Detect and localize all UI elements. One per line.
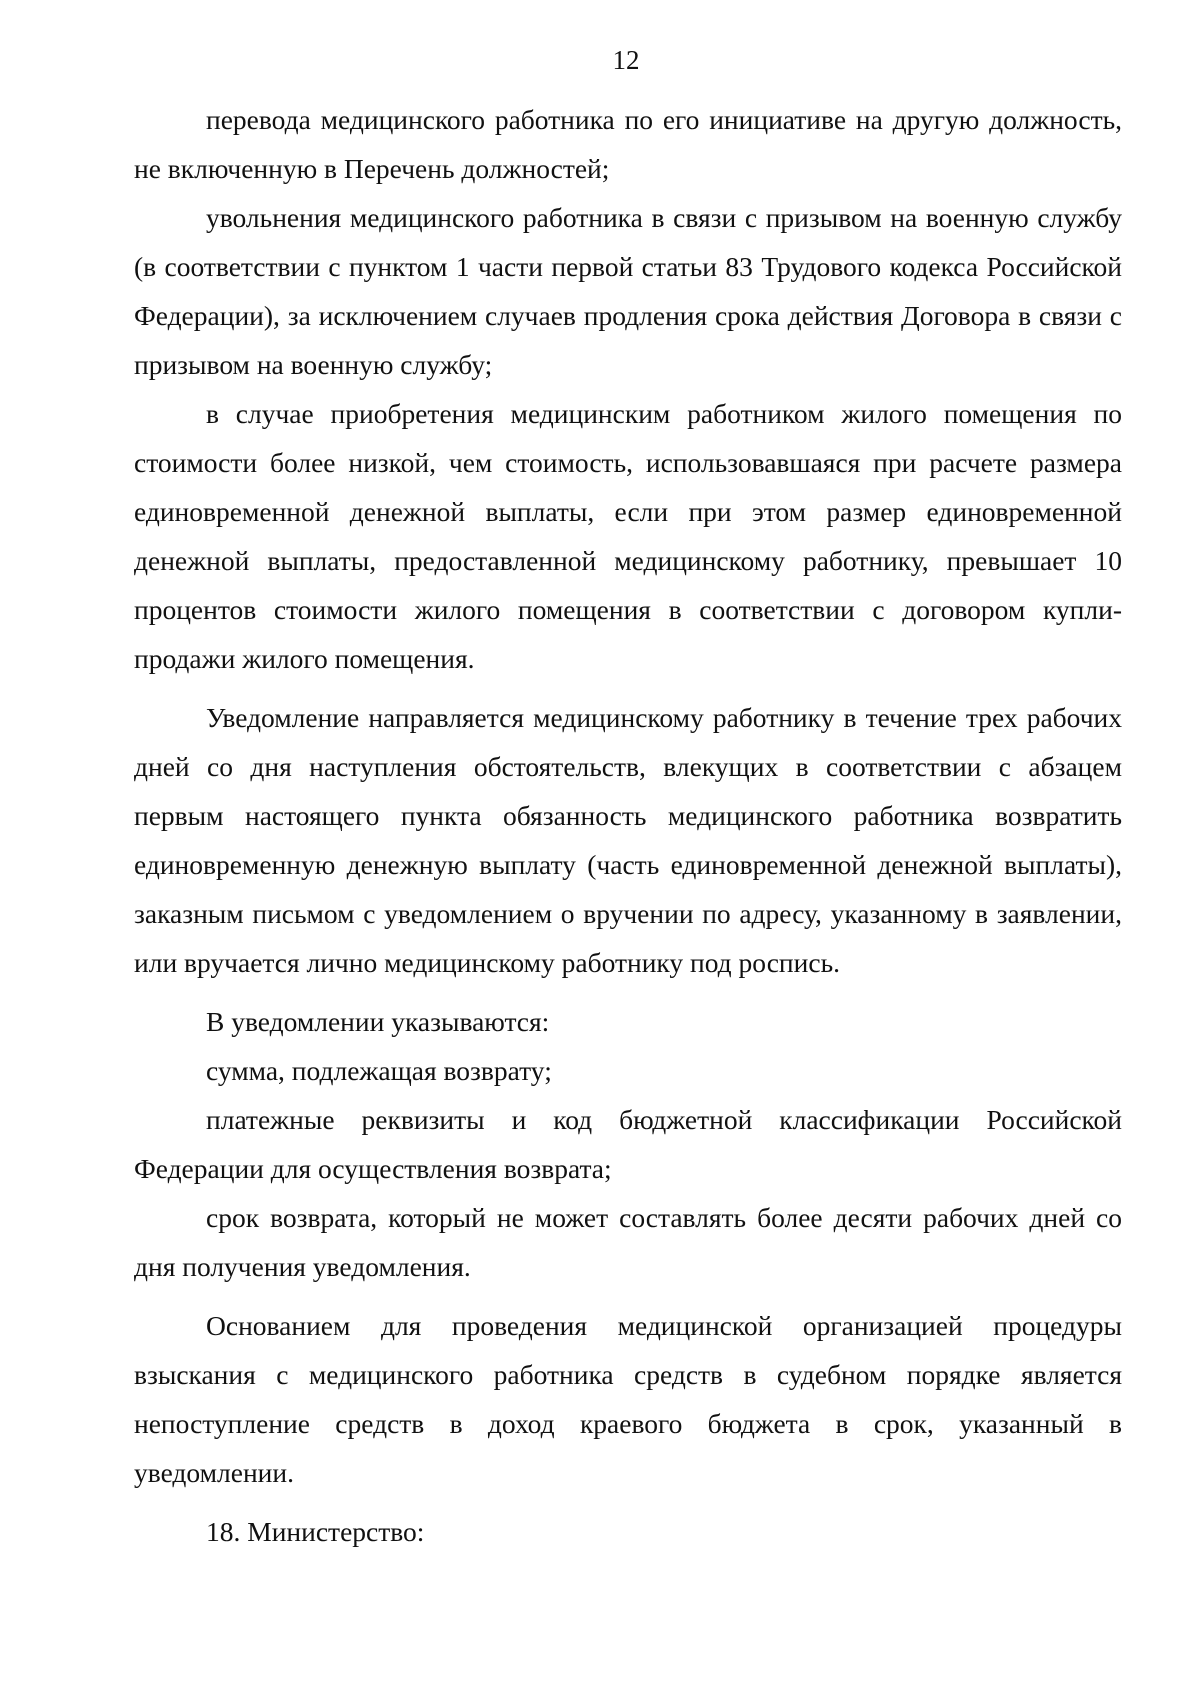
paragraph-dismissal: увольнения медицинского работника в связи с призывом на военную службу (в соответствии с пунктом 1 части первой статьи 83 Трудового кодекса Российской Федерации), за исключением случаев продления срока действия Договора в связи с призывом на военную службу; [134, 202, 1122, 380]
paragraph-notification: Уведомление направляется медицинскому работнику в течение трех рабочих дней со дня наступления обстоятельств, влекущих в соответствии с абзацем первым настоящего пункта обязанность медицинского работника возвратить единовременную денежную выплату (часть единовременной денежной выплаты), заказным письмом с уведомлением о вручении по адресу, указанному в заявлении, или вручается лично медицинскому работнику под роспись. [134, 702, 1122, 978]
paragraph-refund-amount: сумма, подлежащая возврату; [206, 1055, 552, 1086]
paragraph-payment-details: платежные реквизиты и код бюджетной классификации Российской Федерации для осуществления возврата; [134, 1104, 1122, 1184]
paragraph-notification-contents: В уведомлении указываются: [206, 1006, 550, 1037]
document-body [134, 95, 1122, 1556]
paragraph-housing-purchase: в случае приобретения медицинским работником жилого помещения по стоимости более низкой, чем стоимость, использовавшаяся при расчете размера единовременной денежной выплаты, если при этом размер единовременной денежной выплаты, предоставленной медицинскому работнику, превышает 10 процентов стоимости жилого помещения в соответствии с договором купли-продажи жилого помещения. [134, 398, 1122, 674]
paragraph-court-recovery: Основанием для проведения медицинской организацией процедуры взыскания с медицинского работника средств в судебном порядке является непоступление средств в доход краевого бюджета в срок, указанный в уведомлении. [134, 1310, 1122, 1488]
paragraph-ministry: 18. Министерство: [206, 1516, 425, 1547]
page-number: 12 [612, 45, 640, 75]
paragraph-refund-term: срок возврата, который не может составлять более десяти рабочих дней со дня получения уведомления. [134, 1202, 1122, 1282]
paragraph-transfer: перевода медицинского работника по его инициативе на другую должность, не включенную в Перечень должностей; [134, 104, 1122, 184]
